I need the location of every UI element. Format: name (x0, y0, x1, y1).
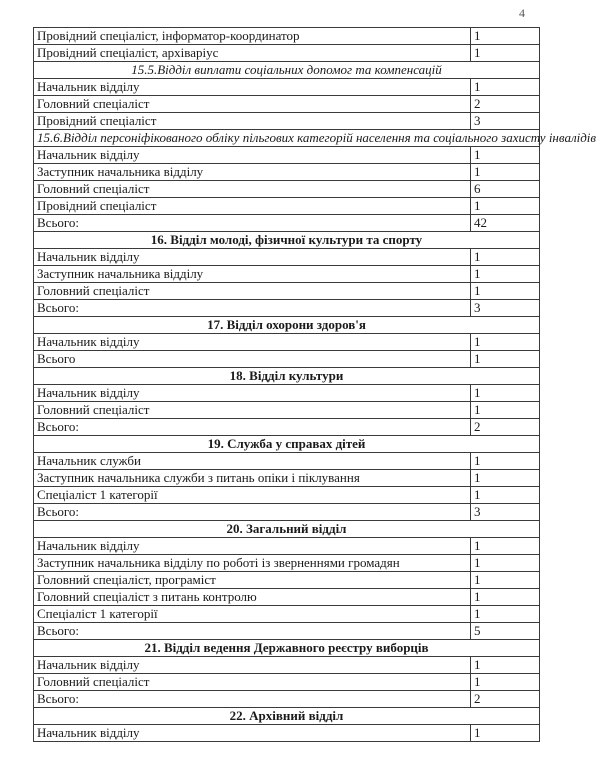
position-count: 1 (471, 45, 540, 62)
position-count: 1 (471, 538, 540, 555)
table-row (34, 96, 540, 113)
position-count: 1 (471, 674, 540, 691)
position-count: 42 (471, 215, 540, 232)
position-title: Провідний спеціаліст, інформатор-координатор (34, 28, 471, 45)
position-title: Головний спеціаліст (34, 283, 471, 300)
department-heading: 19. Служба у справах дітей (34, 436, 540, 453)
position-title: Всього: (34, 691, 471, 708)
position-count: 1 (471, 249, 540, 266)
department-heading: 18. Відділ культури (34, 368, 540, 385)
position-title: Головний спеціаліст (34, 402, 471, 419)
position-count: 1 (471, 657, 540, 674)
position-title: Провідний спеціаліст (34, 113, 471, 130)
position-title: Начальник відділу (34, 657, 471, 674)
position-count: 1 (471, 164, 540, 181)
table-row (34, 113, 540, 130)
table-row (34, 674, 540, 691)
position-title: Спеціаліст 1 категорії (34, 487, 471, 504)
table-row (34, 28, 540, 45)
table-row (34, 402, 540, 419)
position-title: Головний спеціаліст, програміст (34, 572, 471, 589)
table-row (34, 504, 540, 521)
department-heading-row (34, 521, 540, 538)
position-title: Заступник начальника відділу (34, 266, 471, 283)
position-title: Головний спеціаліст з питань контролю (34, 589, 471, 606)
subdivision-heading-row (34, 130, 540, 147)
position-title: Заступник начальника відділу по роботі із зверненнями громадян (34, 555, 471, 572)
table-row (34, 555, 540, 572)
position-count: 1 (471, 572, 540, 589)
position-title: Начальник відділу (34, 249, 471, 266)
position-title: Начальник відділу (34, 385, 471, 402)
subdivision-heading: 15.6.Відділ персоніфікованого обліку пільгових категорій населення та соціального захисту інвалідів (34, 130, 540, 147)
table-row (34, 572, 540, 589)
position-title: Начальник відділу (34, 725, 471, 742)
position-title: Всього: (34, 623, 471, 640)
table-row (34, 79, 540, 96)
position-title: Начальник відділу (34, 147, 471, 164)
department-heading: 17. Відділ охорони здоров'я (34, 317, 540, 334)
position-count: 1 (471, 385, 540, 402)
table-row (34, 351, 540, 368)
table-row (34, 249, 540, 266)
position-title: Заступник начальника служби з питань опіки і піклування (34, 470, 471, 487)
position-count: 2 (471, 419, 540, 436)
position-count: 1 (471, 334, 540, 351)
position-title: Всього: (34, 300, 471, 317)
department-heading-row (34, 317, 540, 334)
position-count: 1 (471, 79, 540, 96)
position-count: 1 (471, 266, 540, 283)
position-count: 1 (471, 28, 540, 45)
subdivision-heading-row (34, 62, 540, 79)
department-heading-row (34, 708, 540, 725)
department-heading-row (34, 232, 540, 249)
subdivision-heading: 15.5.Відділ виплати соціальних допомог та компенсацій (34, 62, 540, 79)
position-count: 1 (471, 606, 540, 623)
table-row (34, 538, 540, 555)
department-heading: 16. Відділ молоді, фізичної культури та спорту (34, 232, 540, 249)
position-title: Начальник відділу (34, 334, 471, 351)
position-count: 1 (471, 351, 540, 368)
position-count: 1 (471, 453, 540, 470)
table-row (34, 334, 540, 351)
position-count: 2 (471, 96, 540, 113)
staffing-table (33, 27, 596, 742)
table-row (34, 453, 540, 470)
table-row (34, 725, 540, 742)
table-row (34, 657, 540, 674)
table-row (34, 198, 540, 215)
table-row (34, 623, 540, 640)
table-row (34, 385, 540, 402)
position-count: 1 (471, 402, 540, 419)
department-heading: 20. Загальний відділ (34, 521, 540, 538)
position-title: Начальник відділу (34, 79, 471, 96)
position-count: 1 (471, 725, 540, 742)
position-title: Провідний спеціаліст, архіваріус (34, 45, 471, 62)
position-title: Головний спеціаліст (34, 674, 471, 691)
table-row (34, 487, 540, 504)
position-count: 1 (471, 147, 540, 164)
table-row (34, 45, 540, 62)
position-count: 1 (471, 589, 540, 606)
table-row (34, 215, 540, 232)
department-heading-row (34, 436, 540, 453)
position-title: Заступник начальника відділу (34, 164, 471, 181)
department-heading: 21. Відділ ведення Державного реєстру виборців (34, 640, 540, 657)
table-row (34, 606, 540, 623)
position-count: 1 (471, 198, 540, 215)
position-count: 1 (471, 555, 540, 572)
position-title: Всього: (34, 419, 471, 436)
table-row (34, 164, 540, 181)
table-row (34, 300, 540, 317)
department-heading: 22. Архівний відділ (34, 708, 540, 725)
table-row (34, 283, 540, 300)
table-row (34, 266, 540, 283)
position-count: 6 (471, 181, 540, 198)
table-row (34, 419, 540, 436)
position-count: 3 (471, 300, 540, 317)
position-count: 2 (471, 691, 540, 708)
position-title: Всього (34, 351, 471, 368)
page-number: 4 (519, 6, 525, 20)
position-title: Головний спеціаліст (34, 181, 471, 198)
position-count: 3 (471, 113, 540, 130)
position-count: 3 (471, 504, 540, 521)
position-title: Начальник служби (34, 453, 471, 470)
position-count: 1 (471, 283, 540, 300)
position-title: Всього: (34, 215, 471, 232)
position-title: Головний спеціаліст (34, 96, 471, 113)
department-heading-row (34, 368, 540, 385)
table-row (34, 589, 540, 606)
table-row (34, 691, 540, 708)
position-title: Провідний спеціаліст (34, 198, 471, 215)
position-count: 1 (471, 487, 540, 504)
department-heading-row (34, 640, 540, 657)
position-title: Спеціаліст 1 категорії (34, 606, 471, 623)
position-count: 5 (471, 623, 540, 640)
table-row (34, 470, 540, 487)
position-title: Начальник відділу (34, 538, 471, 555)
table-row (34, 181, 540, 198)
table-row (34, 147, 540, 164)
position-count: 1 (471, 470, 540, 487)
position-title: Всього: (34, 504, 471, 521)
